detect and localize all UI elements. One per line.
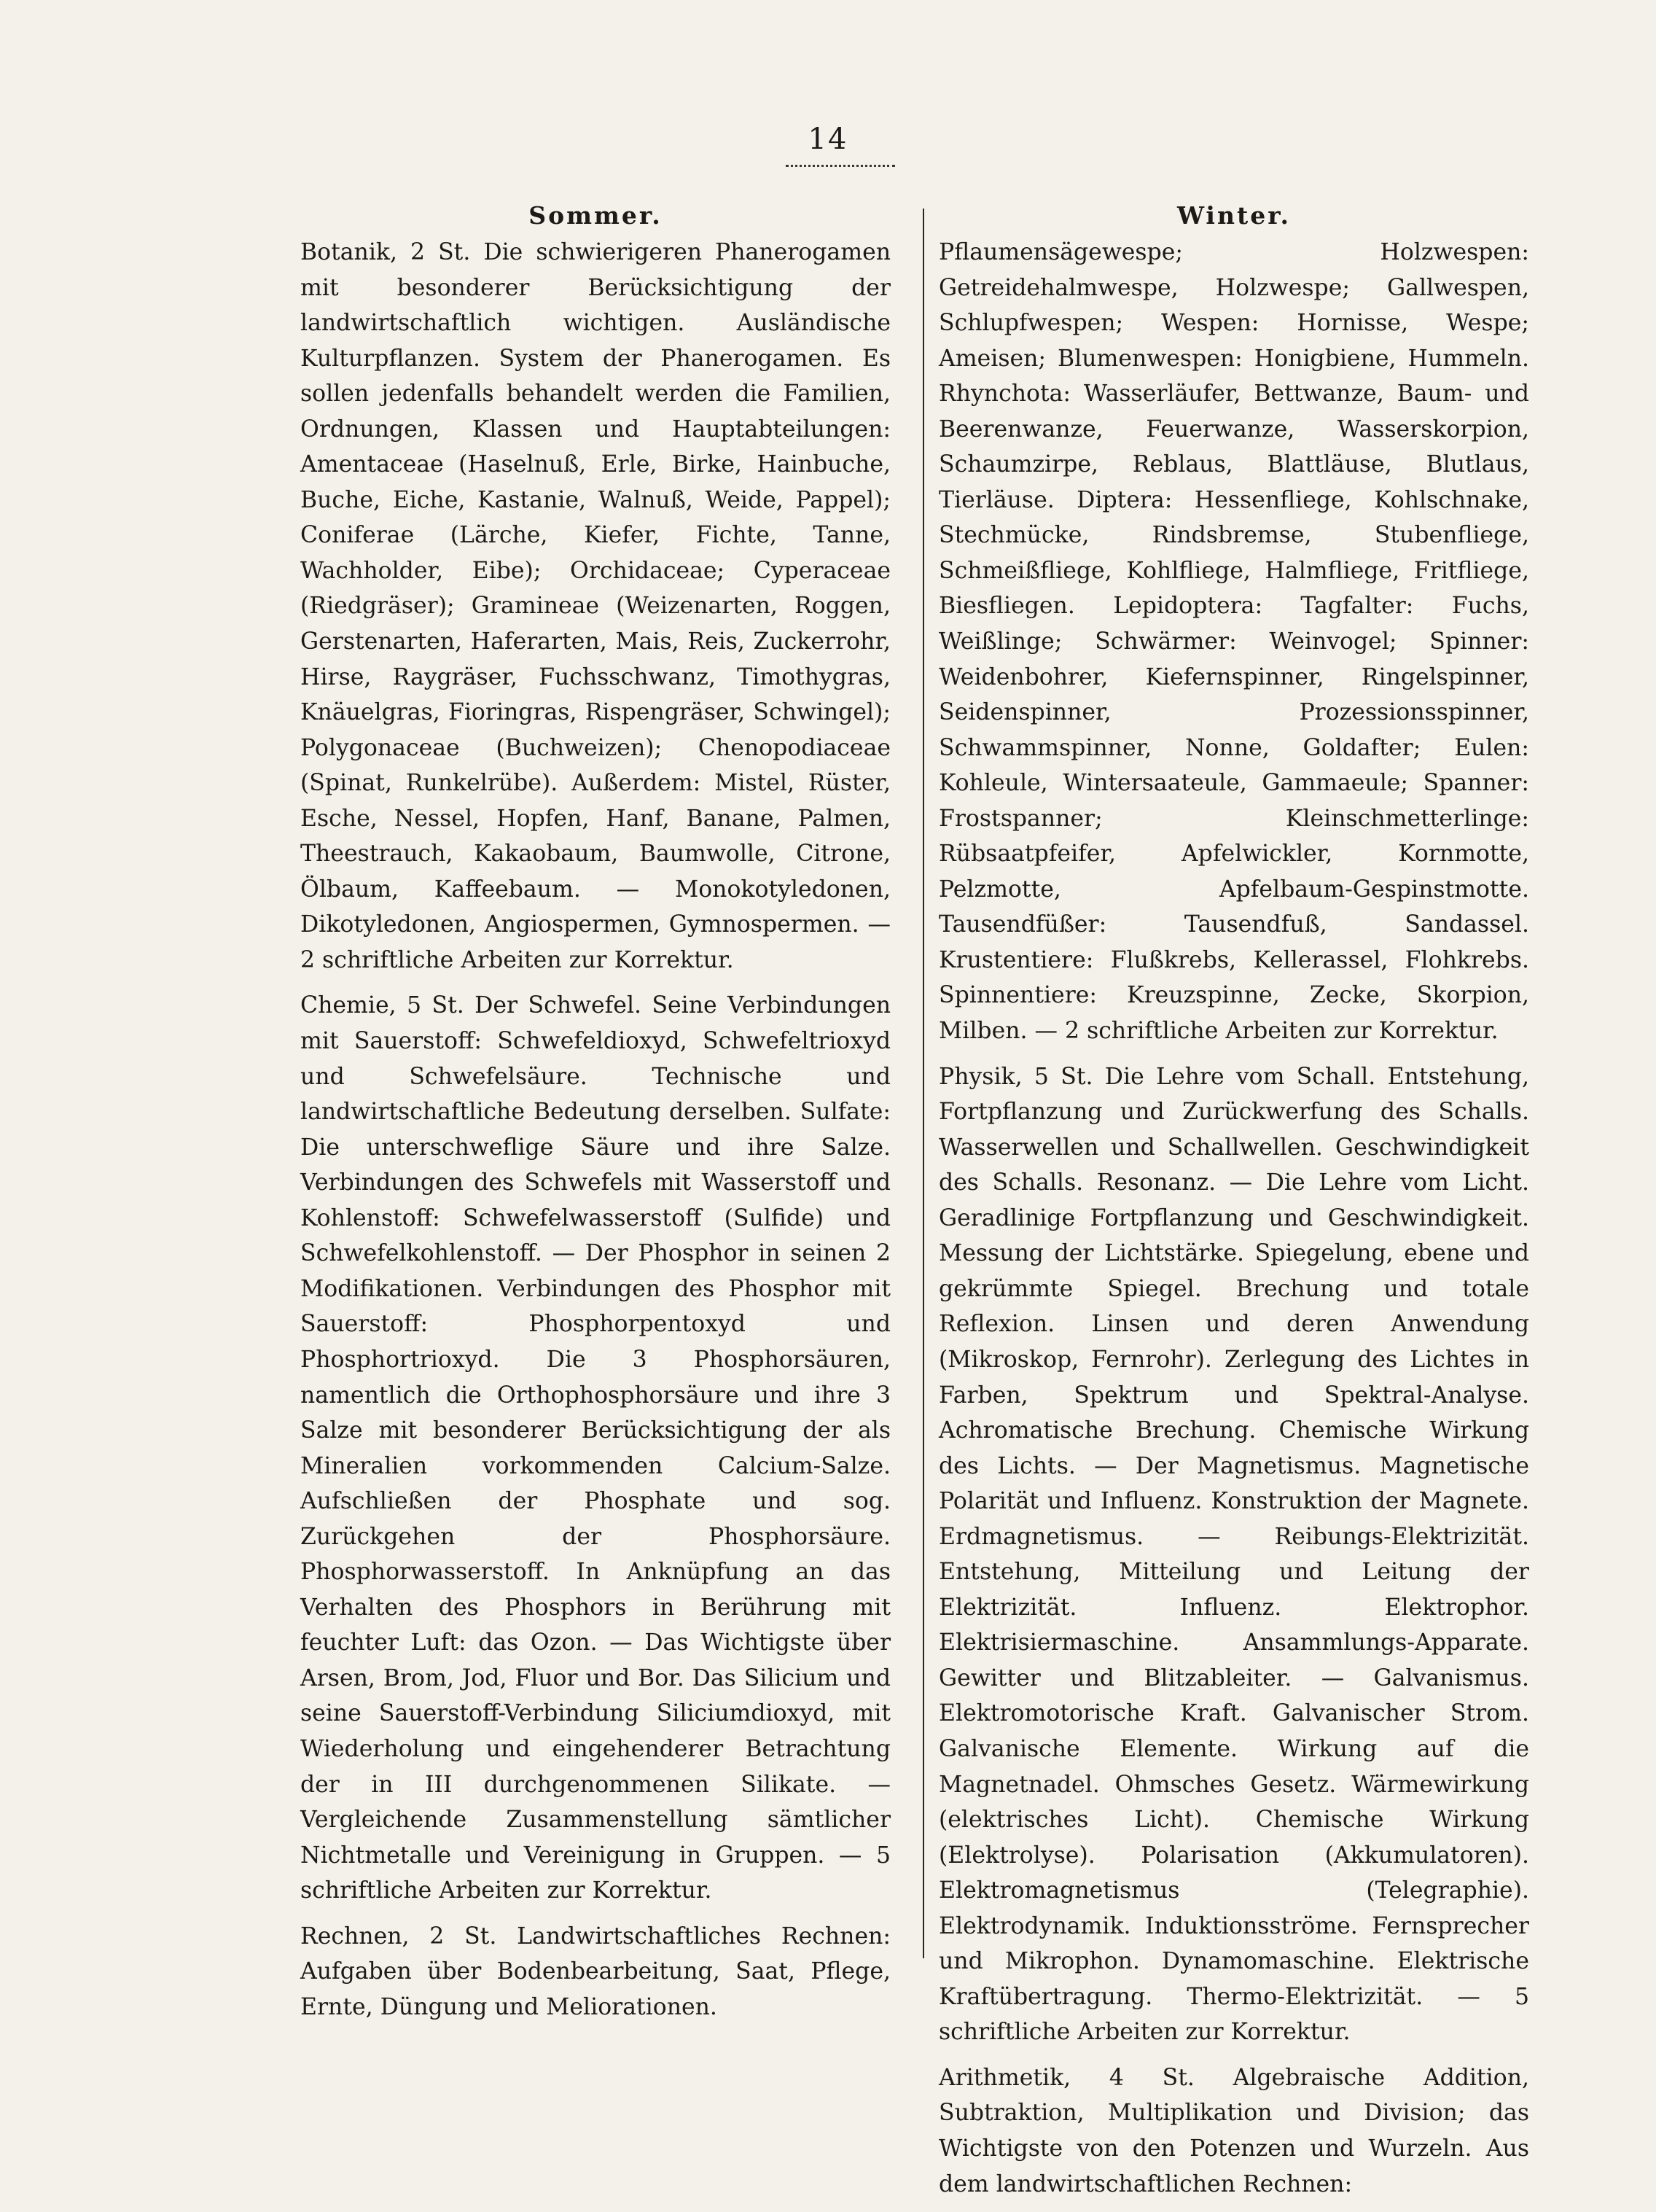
paragraph-chemie: Chemie, 5 St. Der Schwefel. Seine Verbindungen mit Sauerstoff: Schwefeldioxyd, Schwefeltrioxyd und Schwefelsäure. Technische und landwirtschaftliche Bedeutung derselben. Sulfate: Die unterschweflige Säure und ihre Salze. Verbindungen des Schwefels mit Wasserstoff und Kohlenstoff: Schwefelwasserstoff (Sulfide) und Schwefelkohlenstoff. — Der Phosphor in seinen 2 Modifikationen. Verbindungen des Phosphor mit Sauerstoff: Phosphorpentoxyd und Phosphortrioxyd. Die 3 Phosphorsäuren, namentlich die Orthophosphorsäure und ihre 3 Salze mit besonderer Berücksichtigung der als Mineralien vorkommenden Calcium-Salze. Aufschließen der Phosphate und sog. Zurückgehen der Phosphorsäure. Phosphorwasserstoff. In Anknüpfung an das Verhalten des Phosphors in Berührung mit feuchter Luft: das Ozon. — Das Wichtigste über Arsen, Brom, Jod, Fluor und Bor. Das Silicium und seine Sauerstoff-Verbindung Siliciumdioxyd, mit Wiederholung und eingehenderer Betrachtung der in III durchgenommenen Silikate. — Vergleichende Zusammenstellung sämtlicher Nichtmetalle und Vereinigung in Gruppen. — 5 schriftliche Arbeiten zur Korrektur. <box>300 992 891 1904</box>
paragraph-rechnen: Rechnen, 2 St. Landwirtschaftliches Rechnen: Aufgaben über Bodenbearbeitung, Saat, Pflege, Ernte, Düngung und Meliorationen. <box>300 1923 891 2020</box>
paragraph-physik: Physik, 5 St. Die Lehre vom Schall. Entstehung, Fortpflanzung und Zurückwerfung des Schalls. Wasserwellen und Schallwellen. Geschwindigkeit des Schalls. Resonanz. — Die Lehre vom Licht. Geradlinige Fortpflanzung und Geschwindigkeit. Messung der Lichtstärke. Spiegelung, ebene und gekrümmte Spiegel. Brechung und totale Reflexion. Linsen und deren Anwendung (Mikroskop, Fernrohr). Zerlegung des Lichtes in Farben, Spektrum und Spektral-Analyse. Achromatische Brechung. Chemische Wirkung des Lichts. — Der Magnetismus. Magnetische Polarität und Influenz. Konstruktion der Magnete. Erdmagnetismus. — Reibungs-Elektrizität. Entstehung, Mitteilung und Leitung der Elektrizität. Influenz. Elektrophor. Elektrisiermaschine. Ansammlungs-Apparate. Gewitter und Blitzableiter. — Galvanismus. Elektromotorische Kraft. Galvanischer Strom. Galvanische Elemente. Wirkung auf die Magnetnadel. Ohmsches Gesetz. Wärmewirkung (elektrisches Licht). Chemische Wirkung (Elektrolyse). Polarisation (Akkumulatoren). Elektromagnetismus (Telegraphie). Elektrodynamik. Induktionsströme. Fernsprecher und Mikrophon. Dynamomaschine. Elektrische Kraftübertragung. Thermo-Elektrizität. — 5 schriftliche Arbeiten zur Korrektur. <box>939 1063 1529 2046</box>
right-column-heading: Winter. <box>1176 201 1292 230</box>
left-column <box>300 198 891 2035</box>
paragraph-arithmetik: Arithmetik, 4 St. Algebraische Addition, Subtraktion, Multiplikation und Division; das Wichtigste von den Potenzen und Wurzeln. Aus dem landwirtschaftlichen Rechnen: <box>939 2064 1529 2197</box>
paragraph-botanik: Botanik, 2 St. Die schwierigeren Phanerogamen mit besonderer Berücksichtigung der landwirtschaftlich wichtigen. Ausländische Kulturpflanzen. System der Phanerogamen. Es sollen jedenfalls behandelt werden die Familien, Ordnungen, Klassen und Hauptabteilungen: Amentaceae (Haselnuß, Erle, Birke, Hainbuche, Buche, Eiche, Kastanie, Walnuß, Weide, Pappel); Coniferae (Lärche, Kiefer, Fichte, Tanne, Wachholder, Eibe); Orchidaceae; Cyperaceae (Riedgräser); Gramineae (Weizenarten, Roggen, Gerstenarten, Haferarten, Mais, Reis, Zuckerrohr, Hirse, Raygräser, Fuchsschwanz, Timothygras, Knäuelgras, Fioringras, Rispengräser, Schwingel); Polygonaceae (Buchweizen); Chenopodiaceae (Spinat, Runkelrübe). Außerdem: Mistel, Rüster, Esche, Nessel, Hopfen, Hanf, Banane, Palmen, Theestrauch, Kakaobaum, Baumwolle, Citrone, Ölbaum, Kaffeebaum. — Monokotyledonen, Dikotyledonen, Angiospermen, Gymnospermen. — 2 schriftliche Arbeiten zur Korrektur. <box>300 239 891 973</box>
paragraph-zoologie: Pflaumensägewespe; Holzwespen: Getreidehalmwespe, Holzwespe; Gallwespen, Schlupfwespen; Wespen: Hornisse, Wespe; Ameisen; Blumenwespen: Honigbiene, Hummeln. Rhynchota: Wasserläufer, Bettwanze, Baum- und Beerenwanze, Feuerwanze, Wasserskorpion, Schaumzirpe, Reblaus, Blattläuse, Blutlaus, Tierläuse. Diptera: Hessenfliege, Kohlschnake, Stechmücke, Rindsbremse, Stubenfliege, Schmeißfliege, Kohlfliege, Halmfliege, Fritfliege, Biesfliegen. Lepidoptera: Tagfalter: Fuchs, Weißlinge; Schwärmer: Weinvogel; Spinner: Weidenbohrer, Kiefernspinner, Ringelspinner, Seidenspinner, Prozessionsspinner, Schwammspinner, Nonne, Goldafter; Eulen: Kohleule, Wintersaateule, Gammaeule; Spanner: Frostspanner; Kleinschmetterlinge: Rübsaatpfeifer, Apfelwickler, Kornmotte, Pelzmotte, Apfelbaum-Gespinstmotte. Tausendfüßer: Tausendfuß, Sandassel. Krustentiere: Flußkrebs, Kellerassel, Flohkrebs. Spinnentiere: Kreuzspinne, Zecke, Skorpion, Milben. — 2 schriftliche Arbeiten zur Korrektur. <box>939 239 1529 1045</box>
page-number-ornament <box>786 159 895 167</box>
right-column <box>939 198 1529 2212</box>
left-column-heading: Sommer. <box>528 201 663 230</box>
column-divider <box>923 209 924 1958</box>
page-number: 14 <box>808 122 848 156</box>
